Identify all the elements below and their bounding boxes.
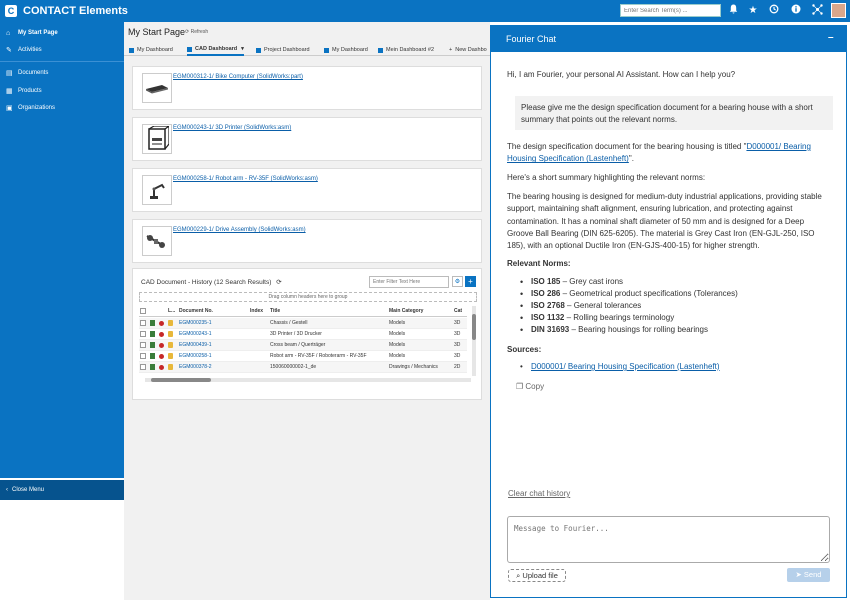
document-no-cell[interactable]: EGM000235-1 [179, 320, 212, 326]
assistant-response-intro [507, 141, 827, 166]
status-dot-icon [159, 354, 164, 359]
sidebar-item-my-start-page[interactable] [0, 26, 124, 40]
user-avatar[interactable] [831, 3, 846, 18]
document-link[interactable]: EGM000229-1/ Drive Assembly (SolidWorks:asm) [173, 227, 306, 233]
dashboard-icon [256, 48, 261, 53]
cat-cell: 3D [454, 353, 461, 359]
document-icon: ▤ [6, 70, 13, 77]
main-category-cell: Models [389, 331, 406, 337]
chat-message-input[interactable] [507, 516, 830, 563]
norm-code: ISO 185 [531, 277, 561, 286]
norm-code: ISO 1132 [531, 313, 565, 322]
chevron-left-icon: ‹ [6, 487, 8, 493]
sidebar-item-label: My Start Page [18, 30, 58, 36]
upload-file-button[interactable] [508, 569, 566, 582]
document-no-cell[interactable]: EGM000243-1 [179, 331, 212, 337]
cad-model-icon [150, 353, 155, 359]
title-cell: 150060000002-1_de [270, 364, 317, 370]
cad-model-icon [150, 342, 155, 348]
home-icon: ⌂ [6, 29, 11, 37]
column-header-index[interactable]: Index [250, 308, 264, 314]
chevron-down-icon: ▾ [241, 46, 244, 52]
product-icon: ▦ [6, 88, 13, 95]
dashboard-icon [378, 48, 383, 53]
response-text: ". [628, 154, 634, 164]
status-dot-icon [159, 332, 164, 337]
tab-my-dashboard[interactable] [129, 44, 173, 56]
page-title: My Start Page [128, 27, 186, 37]
upload-label: Upload file [522, 571, 558, 580]
robot-arm-thumbnail [142, 175, 172, 205]
title-cell: 3D Printer / 3D Drucker [270, 331, 322, 337]
sidebar [0, 22, 124, 493]
source-item [531, 362, 720, 371]
activity-icon: ✎ [6, 47, 12, 54]
column-header-title[interactable]: Title [270, 308, 281, 314]
norm-item [531, 276, 821, 288]
sidebar-item-activities[interactable] [0, 43, 124, 57]
send-label: Send [803, 570, 822, 579]
column-header-l[interactable]: L... [168, 308, 176, 314]
cat-cell: 3D [454, 342, 461, 348]
top-bar [0, 0, 850, 22]
document-link[interactable]: EGM000243-1/ 3D Printer (SolidWorks:asm) [173, 125, 292, 131]
info-icon[interactable] [789, 4, 803, 18]
document-card[interactable] [132, 168, 482, 212]
favorites-star-icon[interactable]: ★ [748, 5, 758, 16]
table-row[interactable] [139, 351, 467, 362]
plus-icon: + [449, 47, 453, 53]
tab-my-dashboard-2[interactable] [324, 44, 368, 56]
cat-cell: 2D [454, 364, 461, 370]
table-row[interactable] [139, 340, 467, 351]
row-checkbox[interactable] [140, 364, 146, 370]
grid-header [139, 306, 467, 317]
paperclip-icon: ⌕ [516, 571, 521, 580]
response-text: The design specification document for the bearing housing is titled " [507, 142, 747, 151]
minimize-button[interactable]: – [828, 32, 834, 43]
assistant-greeting: Hi, I am Fourier, your personal AI Assistant. How can I help you? [507, 70, 736, 79]
refresh-icon[interactable]: ⟳ [276, 279, 282, 286]
cad-model-icon [150, 364, 155, 370]
group-drop-zone[interactable]: Drag column headers here to group [139, 292, 477, 302]
copy-icon: ❐ [516, 382, 524, 391]
tab-label: Project Dashboard [264, 47, 310, 53]
norm-desc: – General tolerances [564, 301, 642, 310]
cad-history-panel [132, 268, 482, 400]
document-link[interactable]: D000001/ Bearing Housing Specification (Lastenheft) [507, 142, 811, 164]
dashboard-icon [324, 48, 329, 53]
table-row[interactable] [139, 318, 467, 329]
main-category-cell: Models [389, 353, 406, 359]
cat-cell: 3D [454, 320, 461, 326]
close-menu-label: Close Menu [12, 487, 45, 493]
history-title-text: CAD Document - History (12 Search Results) [141, 279, 272, 286]
document-card[interactable] [132, 219, 482, 263]
summary-text: The bearing housing is designed for medium-duty industrial applications, providing stable support, maintaining shaft alignment, ensuring lubrication, and protecting against contamination. It has a nominal shaft diameter of 50 mm and is designed for a Deep Groove Ball Bearing (DIN 625-6205). The material is Grey Cast Iron (EN-GJL-250, ISO 185), with an optional Ductile Iron (EN-GJS-400-15) for higher strength. [507, 192, 822, 251]
cad-model-icon [150, 331, 155, 337]
norm-item [531, 324, 821, 336]
chat-title: Fourier Chat [506, 34, 557, 44]
sidebar-item-documents[interactable] [0, 66, 124, 80]
tab-mein-dashboard-2[interactable] [378, 44, 434, 56]
document-card[interactable] [132, 66, 482, 110]
copy-label: Copy [525, 382, 545, 391]
sidebar-item-label: Products [18, 88, 42, 94]
lock-icon [168, 364, 173, 370]
tab-label: My Dashboard [332, 47, 368, 53]
document-link[interactable]: EGM000258-1/ Robot arm - RV-35F (SolidWorks:asm) [173, 176, 318, 182]
document-link[interactable]: EGM000312-1/ Bike Computer (SolidWorks:part) [173, 74, 303, 80]
title-cell: Cross beam / Querträger [270, 342, 326, 348]
dashboard-icon [187, 47, 192, 52]
add-button[interactable]: + [465, 276, 476, 287]
horizontal-scrollbar[interactable] [145, 378, 471, 382]
notifications-icon[interactable] [726, 4, 740, 18]
tab-label: CAD Dashboard [195, 46, 238, 52]
sidebar-item-label: Documents [18, 70, 49, 76]
vertical-scrollbar[interactable] [472, 306, 476, 376]
row-checkbox[interactable] [140, 320, 146, 326]
row-checkbox[interactable] [140, 353, 146, 359]
norm-code: ISO 2768 [531, 301, 565, 310]
user-message: Please give me the design specification document for a bearing house with a short summary that points out the relevant norms. [515, 96, 833, 130]
document-no-cell[interactable]: EGM000439-1 [179, 342, 212, 348]
dashboard-tabs [124, 42, 490, 56]
history-clock-icon[interactable] [767, 4, 781, 18]
summary-intro: Here's a short summary highlighting the relevant norms: [507, 173, 706, 182]
fourier-chat-panel [490, 25, 847, 598]
cat-cell: 3D [454, 331, 461, 337]
main-category-cell: Models [389, 320, 406, 326]
document-no-cell[interactable]: EGM000378-2 [179, 364, 212, 370]
norms-heading: Relevant Norms: [507, 259, 571, 268]
refresh-icon: ⟳ [185, 29, 190, 35]
norm-item [531, 300, 821, 312]
main-content [124, 22, 490, 600]
lock-icon [168, 331, 173, 337]
table-row[interactable] [139, 362, 467, 373]
norm-item [531, 288, 821, 300]
send-button[interactable] [787, 568, 830, 582]
fourier-ai-icon[interactable] [810, 4, 824, 18]
status-dot-icon [159, 321, 164, 326]
sources-heading: Sources: [507, 345, 542, 354]
row-checkbox[interactable] [140, 342, 146, 348]
global-search-input[interactable] [620, 4, 721, 17]
sidebar-divider [0, 61, 124, 62]
organization-icon: ▣ [6, 105, 13, 112]
sidebar-item-label: Organizations [18, 105, 56, 111]
cad-model-icon [150, 320, 155, 326]
tab-project-dashboard[interactable] [256, 44, 310, 56]
title-cell: Robot arm - RV-35F / Roboterarm - RV-35F [270, 353, 367, 359]
status-dot-icon [159, 343, 164, 348]
tab-cad-dashboard[interactable] [187, 44, 244, 56]
dashboard-icon [129, 48, 134, 53]
copy-button[interactable] [516, 382, 544, 391]
app-logo-icon[interactable] [5, 5, 17, 17]
main-category-cell: Drawings / Mechanics [389, 364, 438, 370]
settings-gear-icon[interactable]: ⚙ [452, 276, 463, 287]
bike-computer-thumbnail [142, 73, 172, 103]
scrollbar-thumb[interactable] [151, 378, 211, 382]
refresh-button[interactable] [185, 29, 208, 35]
close-menu-button[interactable] [0, 480, 124, 500]
refresh-label: Refresh [190, 29, 209, 35]
chat-header [491, 26, 846, 52]
history-title [141, 278, 282, 286]
main-category-cell: Models [389, 342, 406, 348]
norm-code: ISO 286 [531, 289, 561, 298]
app-title: CONTACT Elements [23, 5, 128, 17]
norm-item [531, 312, 821, 324]
sidebar-item-label: Activities [18, 47, 42, 53]
3d-printer-thumbnail [142, 124, 172, 154]
title-cell: Chassis / Gestell [270, 320, 308, 326]
lock-icon [168, 320, 173, 326]
column-header-main-category[interactable]: Main Category [389, 308, 424, 314]
document-card[interactable] [132, 117, 482, 161]
norm-code: DIN 31693 [531, 325, 570, 334]
select-all-checkbox[interactable] [140, 308, 146, 314]
lock-icon [168, 353, 173, 359]
norm-desc: – Bearing housings for rolling bearings [569, 325, 708, 334]
send-icon: ➤ [795, 570, 802, 579]
norm-desc: – Geometrical product specifications (Tolerances) [560, 289, 738, 298]
sidebar-item-organizations[interactable] [0, 101, 124, 115]
clear-chat-history-link[interactable]: Clear chat history [508, 489, 571, 498]
norms-list [531, 276, 821, 336]
row-checkbox[interactable] [140, 331, 146, 337]
column-header-document-no[interactable]: Document No. [179, 308, 213, 314]
document-no-cell[interactable]: EGM000258-1 [179, 353, 212, 359]
source-link[interactable]: D000001/ Bearing Housing Specification (Lastenheft) [531, 362, 720, 371]
tab-label: My Dashboard [137, 47, 173, 53]
status-dot-icon [159, 365, 164, 370]
norm-desc: – Grey cast irons [560, 277, 624, 286]
sidebar-item-products[interactable] [0, 84, 124, 98]
scrollbar-thumb[interactable] [472, 314, 476, 340]
norm-desc: – Rolling bearings terminology [564, 313, 675, 322]
tab-label: Mein Dashboard #2 [386, 47, 435, 53]
lock-icon [168, 342, 173, 348]
table-row[interactable] [139, 329, 467, 340]
filter-input[interactable] [369, 276, 449, 288]
column-header-cat[interactable]: Cat [454, 308, 463, 314]
tab-new-dashboard[interactable] [449, 44, 487, 56]
logo-letter: C [7, 6, 15, 16]
tab-label: New Dashbo [455, 47, 487, 53]
drive-assembly-thumbnail [142, 226, 172, 256]
